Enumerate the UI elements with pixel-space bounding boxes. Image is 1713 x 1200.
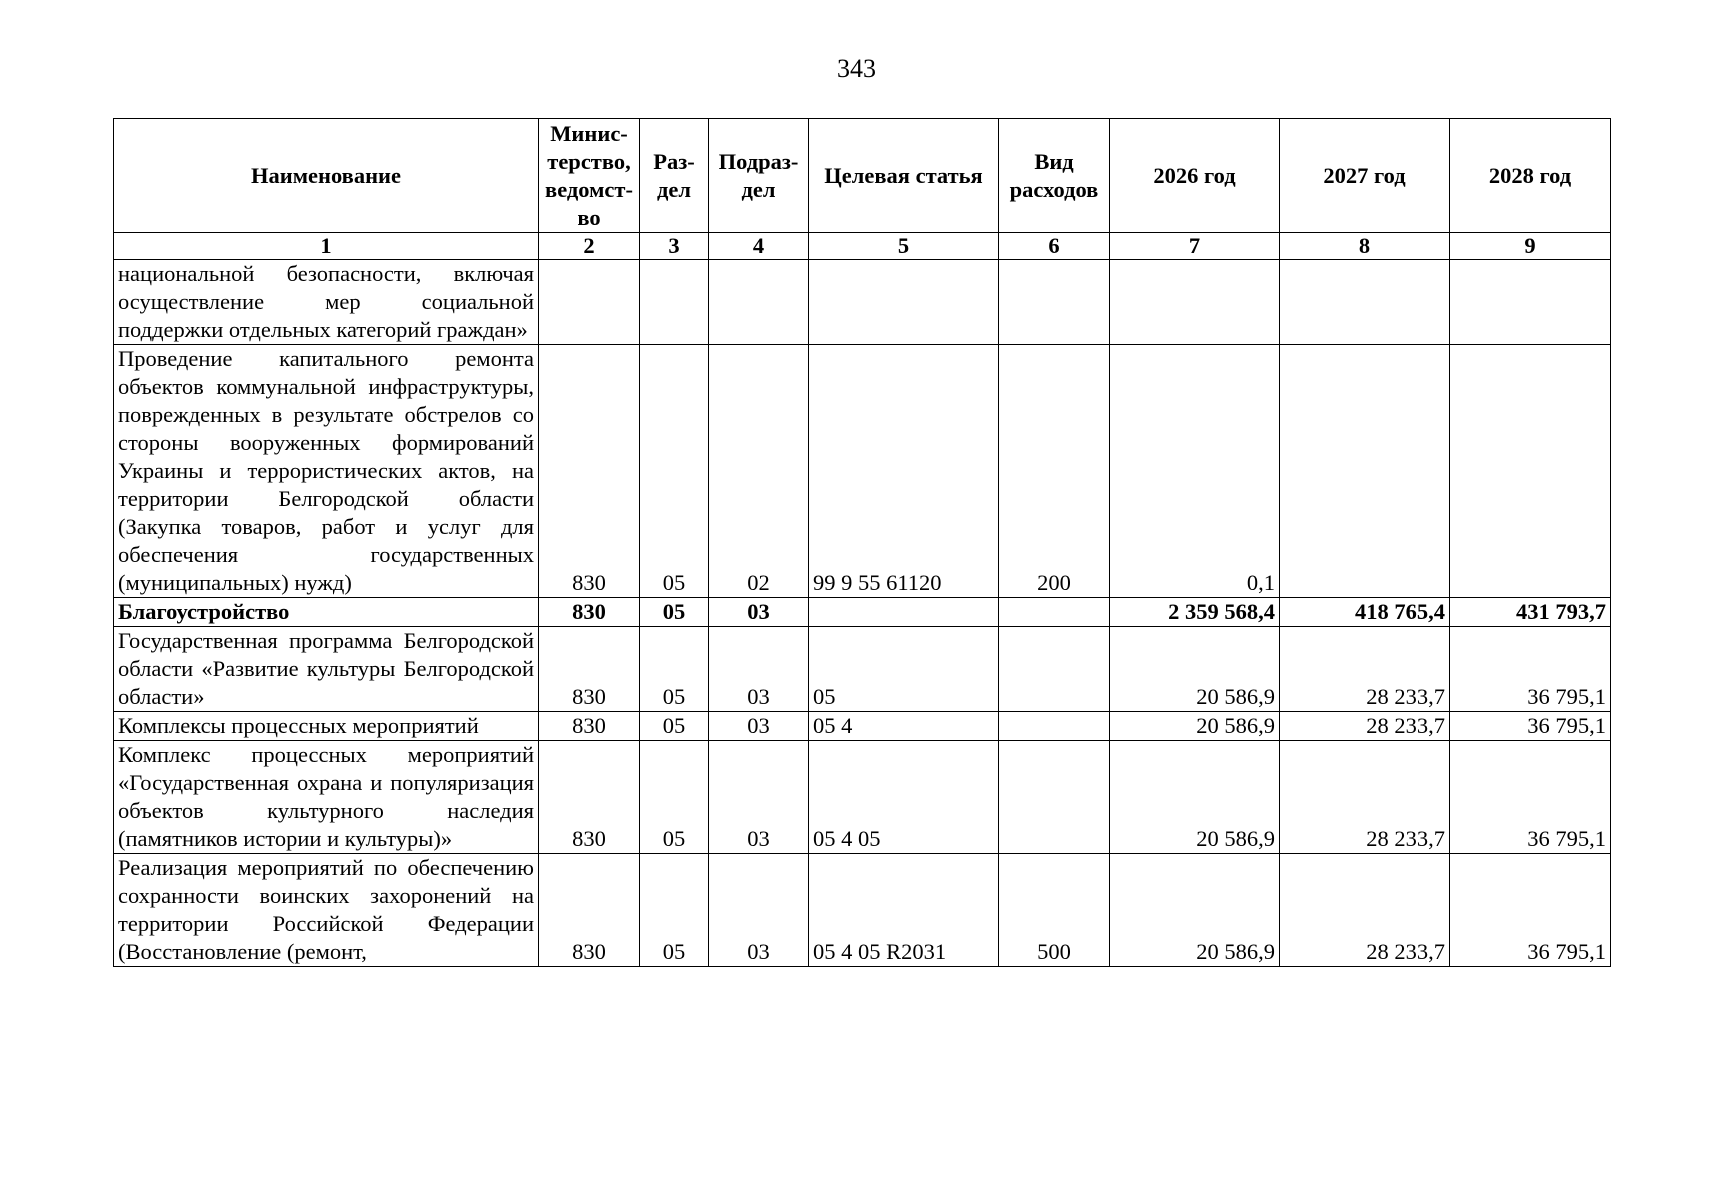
row-amount-2026: 0,1	[1110, 345, 1280, 598]
page-number: 343	[837, 54, 876, 83]
row-section: 05	[640, 854, 709, 967]
row-ministry: 830	[539, 627, 640, 712]
row-name: Государственная программа Белгородской области «Развитие культуры Белгородской области»	[114, 627, 539, 712]
row-expense-type	[999, 598, 1110, 627]
table-row	[114, 598, 1611, 627]
row-amount-2028: 36 795,1	[1450, 854, 1611, 967]
table-row	[114, 260, 1611, 345]
row-amount-2026	[1110, 260, 1280, 345]
row-name: Проведение капитального ремонта объектов коммунальной инфраструктуры, поврежденных в результате обстрелов со стороны вооруженных формирований Украины и террористических актов, на территории Белгородской области (Закупка товаров, работ и услуг для обеспечения государственных (муниципальных) нужд)	[114, 345, 539, 598]
row-amount-2026: 20 586,9	[1110, 741, 1280, 854]
row-expense-type	[999, 741, 1110, 854]
row-target-article	[809, 598, 999, 627]
header-ministry: Минис-терство, ведомст-во	[539, 119, 640, 233]
row-ministry: 830	[539, 741, 640, 854]
column-number: 1	[114, 233, 539, 260]
header-name: Наименование	[114, 119, 539, 233]
table-row	[114, 741, 1611, 854]
row-ministry: 830	[539, 712, 640, 741]
row-amount-2026: 2 359 568,4	[1110, 598, 1280, 627]
row-subsection: 03	[709, 712, 809, 741]
column-number: 4	[709, 233, 809, 260]
column-number: 6	[999, 233, 1110, 260]
table-row	[114, 854, 1611, 967]
row-section: 05	[640, 741, 709, 854]
row-section: 05	[640, 345, 709, 598]
row-name: Комплекс процессных мероприятий «Государственная охрана и популяризация объектов культурного наследия (памятников истории и культуры)»	[114, 741, 539, 854]
row-name: национальной безопасности, включая осуществление мер социальной поддержки отдельных категорий граждан»	[114, 260, 539, 345]
header-target-article: Целевая статья	[809, 119, 999, 233]
row-amount-2027: 418 765,4	[1280, 598, 1450, 627]
column-number: 5	[809, 233, 999, 260]
row-amount-2028: 36 795,1	[1450, 712, 1611, 741]
row-section: 05	[640, 627, 709, 712]
row-name: Реализация мероприятий по обеспечению сохранности воинских захоронений на территории Российской Федерации (Восстановление (ремонт,	[114, 854, 539, 967]
row-subsection: 03	[709, 854, 809, 967]
header-year-2027: 2027 год	[1280, 119, 1450, 233]
row-name: Комплексы процессных мероприятий	[114, 712, 539, 741]
row-target-article: 05 4 05 R2031	[809, 854, 999, 967]
row-expense-type	[999, 712, 1110, 741]
column-number: 2	[539, 233, 640, 260]
column-number: 7	[1110, 233, 1280, 260]
row-target-article	[809, 260, 999, 345]
row-amount-2028: 36 795,1	[1450, 627, 1611, 712]
row-expense-type	[999, 260, 1110, 345]
row-amount-2027	[1280, 345, 1450, 598]
row-section: 05	[640, 712, 709, 741]
row-subsection	[709, 260, 809, 345]
row-amount-2027	[1280, 260, 1450, 345]
row-amount-2027: 28 233,7	[1280, 627, 1450, 712]
row-subsection: 03	[709, 741, 809, 854]
table-row	[114, 345, 1611, 598]
row-amount-2028	[1450, 345, 1611, 598]
row-subsection: 03	[709, 627, 809, 712]
row-amount-2026: 20 586,9	[1110, 854, 1280, 967]
row-amount-2028: 36 795,1	[1450, 741, 1611, 854]
row-amount-2028	[1450, 260, 1611, 345]
column-number: 9	[1450, 233, 1611, 260]
row-target-article: 05	[809, 627, 999, 712]
row-amount-2027: 28 233,7	[1280, 741, 1450, 854]
header-year-2028: 2028 год	[1450, 119, 1611, 233]
row-name: Благоустройство	[114, 598, 539, 627]
row-amount-2027: 28 233,7	[1280, 854, 1450, 967]
row-amount-2026: 20 586,9	[1110, 627, 1280, 712]
column-number: 8	[1280, 233, 1450, 260]
row-expense-type: 200	[999, 345, 1110, 598]
row-ministry: 830	[539, 854, 640, 967]
row-amount-2026: 20 586,9	[1110, 712, 1280, 741]
row-section: 05	[640, 598, 709, 627]
table-body	[114, 260, 1611, 967]
row-subsection: 02	[709, 345, 809, 598]
header-subsection: Подраз-дел	[709, 119, 809, 233]
header-year-2026: 2026 год	[1110, 119, 1280, 233]
table-row	[114, 712, 1611, 741]
header-expense-type: Вид расходов	[999, 119, 1110, 233]
row-target-article: 05 4 05	[809, 741, 999, 854]
column-number-row	[114, 233, 1611, 260]
row-ministry: 830	[539, 345, 640, 598]
row-amount-2028: 431 793,7	[1450, 598, 1611, 627]
row-amount-2027: 28 233,7	[1280, 712, 1450, 741]
table-row	[114, 627, 1611, 712]
row-ministry	[539, 260, 640, 345]
table-header-row	[114, 119, 1611, 233]
budget-table	[113, 118, 1611, 967]
row-section	[640, 260, 709, 345]
row-ministry: 830	[539, 598, 640, 627]
row-target-article: 99 9 55 61120	[809, 345, 999, 598]
row-expense-type	[999, 627, 1110, 712]
column-number: 3	[640, 233, 709, 260]
row-target-article: 05 4	[809, 712, 999, 741]
row-expense-type: 500	[999, 854, 1110, 967]
row-subsection: 03	[709, 598, 809, 627]
header-section: Раз-дел	[640, 119, 709, 233]
